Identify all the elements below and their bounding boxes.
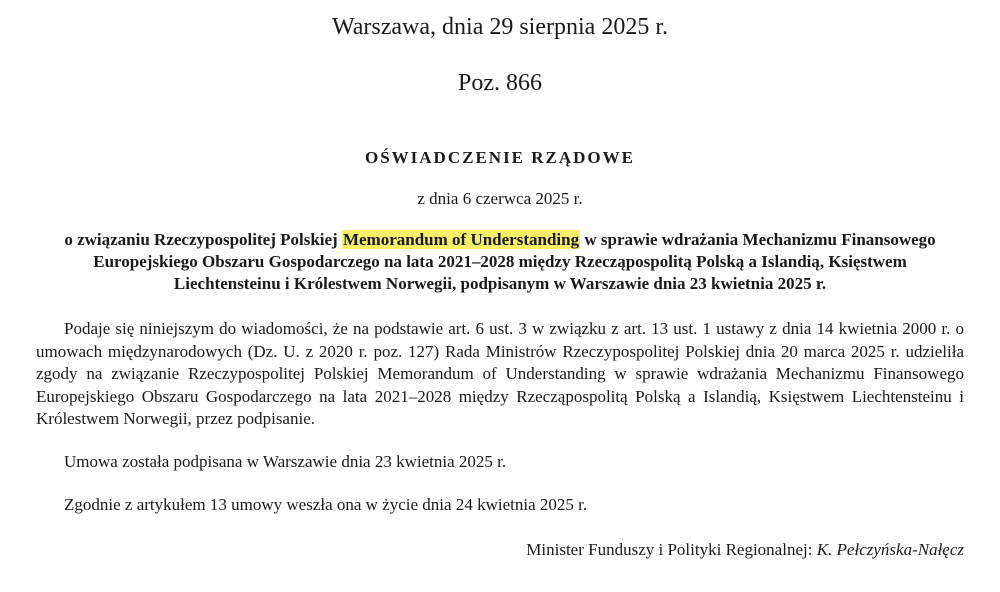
publication-date: Warszawa, dnia 29 sierpnia 2025 r. — [332, 14, 668, 40]
document-title: OŚWIADCZENIE RZĄDOWE — [364, 148, 635, 167]
signature-role: Minister Funduszy i Polityki Regionalnej: — [526, 540, 817, 559]
subject-text-start: o związaniu Rzeczypospolitej Polskiej — [64, 230, 342, 249]
signature-block — [526, 539, 964, 561]
document-subject — [40, 229, 960, 295]
signature-name: K. Pełczyńska-Nałęcz — [816, 540, 964, 559]
highlighted-search-term[interactable]: Memorandum of Understanding — [342, 230, 580, 249]
subject-text-end: w sprawie wdrażania Mechanizmu Finansowego Europejskiego Obszaru Gospodarczego na lata 2021–2028 między Rzecząpospolitą Polską a Islandią, Księstwem Liechtensteinu i Królestwem Norwegii, podpisanym w Warszawie dnia 23 kwietnia 2025 r. — [93, 230, 936, 293]
body-paragraph-3: Zgodnie z artykułem 13 umowy weszła ona w życie dnia 24 kwietnia 2025 r. — [64, 495, 588, 514]
body-paragraph-2: Umowa została podpisana w Warszawie dnia 23 kwietnia 2025 r. — [64, 452, 507, 471]
position-number: Poz. 866 — [458, 70, 542, 96]
body-paragraph-1: Podaje się niniejszym do wiadomości, że na podstawie art. 6 ust. 3 w związku z art. 13 ust. 1 ustawy z dnia 14 kwietnia 2000 r. o umowach międzynarodowych (Dz. U. z 2020 r. poz. 127) Rada Ministrów Rzeczypospolitej Polskiej dnia 20 marca 2025 r. udzieliła zgody na związanie Rzeczypospolitej Polskiej Memorandum of Understanding w sprawie wdrażania Mechanizmu Finansowego Europejskiego Obszaru Gospodarczego na lata 2021–2028 między Rzecząpospolitą Polską a Islandią, Księstwem Liechtensteinu i Królestwem Norwegii, przez podpisanie. — [36, 319, 964, 428]
document-date: z dnia 6 czerwca 2025 r. — [417, 189, 583, 208]
